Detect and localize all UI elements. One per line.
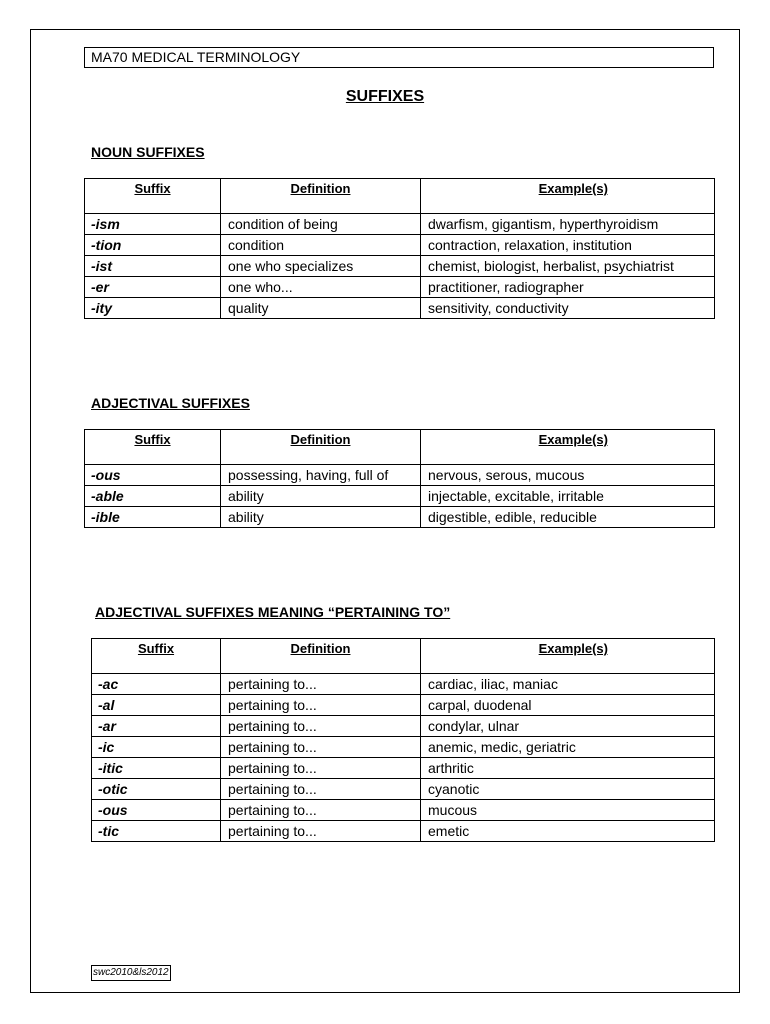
table-row <box>92 800 715 821</box>
course-title: MA70 MEDICAL TERMINOLOGY <box>84 47 714 68</box>
suffix-cell: -ism <box>85 214 221 235</box>
examples-cell: dwarfism, gigantism, hyperthyroidism <box>421 214 715 235</box>
examples-cell: contraction, relaxation, institution <box>421 235 715 256</box>
page-title: SUFFIXES <box>345 88 425 105</box>
definition-cell: possessing, having, full of <box>221 465 421 486</box>
suffix-cell: -tic <box>92 821 221 842</box>
examples-cell: carpal, duodenal <box>421 695 715 716</box>
definition-cell: pertaining to... <box>221 821 421 842</box>
examples-column-header: Example(s) <box>421 179 715 214</box>
examples-cell: anemic, medic, geriatric <box>421 737 715 758</box>
examples-cell: sensitivity, conductivity <box>421 298 715 319</box>
adjectival-suffixes-heading: ADJECTIVAL SUFFIXES <box>91 395 250 411</box>
examples-cell: cardiac, iliac, maniac <box>421 674 715 695</box>
table-row <box>92 716 715 737</box>
examples-cell: digestible, edible, reducible <box>421 507 715 528</box>
examples-cell: mucous <box>421 800 715 821</box>
table-header-row <box>85 179 715 214</box>
table-header-row <box>85 430 715 465</box>
suffix-cell: -ous <box>92 800 221 821</box>
noun-suffixes-table <box>84 178 715 319</box>
definition-cell: pertaining to... <box>221 800 421 821</box>
examples-cell: injectable, excitable, irritable <box>421 486 715 507</box>
definition-column-header: Definition <box>221 179 421 214</box>
examples-column-header: Example(s) <box>421 639 715 674</box>
pertaining-suffixes-heading: ADJECTIVAL SUFFIXES MEANING “PERTAINING TO” <box>95 604 451 620</box>
examples-column-header: Example(s) <box>421 430 715 465</box>
table-row <box>85 465 715 486</box>
noun-suffixes-heading: NOUN SUFFIXES <box>91 144 205 160</box>
table-row <box>85 235 715 256</box>
definition-cell: pertaining to... <box>221 674 421 695</box>
table-row <box>85 277 715 298</box>
suffix-cell: -tion <box>85 235 221 256</box>
suffix-cell: -able <box>85 486 221 507</box>
definition-cell: pertaining to... <box>221 716 421 737</box>
examples-cell: nervous, serous, mucous <box>421 465 715 486</box>
examples-cell: condylar, ulnar <box>421 716 715 737</box>
definition-cell: one who... <box>221 277 421 298</box>
suffix-cell: -ity <box>85 298 221 319</box>
definition-column-header: Definition <box>221 639 421 674</box>
definition-cell: pertaining to... <box>221 695 421 716</box>
suffix-cell: -ar <box>92 716 221 737</box>
examples-cell: cyanotic <box>421 779 715 800</box>
table-row <box>92 695 715 716</box>
definition-column-header: Definition <box>221 430 421 465</box>
definition-cell: pertaining to... <box>221 758 421 779</box>
table-row <box>85 486 715 507</box>
suffix-cell: -otic <box>92 779 221 800</box>
examples-cell: emetic <box>421 821 715 842</box>
definition-cell: ability <box>221 507 421 528</box>
table-row <box>85 298 715 319</box>
suffix-cell: -ous <box>85 465 221 486</box>
suffix-cell: -ac <box>92 674 221 695</box>
definition-cell: ability <box>221 486 421 507</box>
definition-cell: condition of being <box>221 214 421 235</box>
pertaining-suffixes-table <box>91 638 715 842</box>
suffix-cell: -al <box>92 695 221 716</box>
definition-cell: one who specializes <box>221 256 421 277</box>
table-header-row <box>92 639 715 674</box>
table-row <box>85 214 715 235</box>
definition-cell: condition <box>221 235 421 256</box>
examples-cell: chemist, biologist, herbalist, psychiatrist <box>421 256 715 277</box>
table-row <box>92 758 715 779</box>
examples-cell: practitioner, radiographer <box>421 277 715 298</box>
table-row <box>92 737 715 758</box>
suffix-cell: -ist <box>85 256 221 277</box>
definition-cell: pertaining to... <box>221 779 421 800</box>
table-row <box>92 821 715 842</box>
suffix-cell: -ic <box>92 737 221 758</box>
table-row <box>92 779 715 800</box>
suffix-column-header: Suffix <box>92 639 221 674</box>
definition-cell: quality <box>221 298 421 319</box>
table-row <box>85 507 715 528</box>
suffix-cell: -ible <box>85 507 221 528</box>
table-row <box>92 674 715 695</box>
suffix-cell: -er <box>85 277 221 298</box>
suffix-column-header: Suffix <box>85 430 221 465</box>
suffix-cell: -itic <box>92 758 221 779</box>
adjectival-suffixes-table <box>84 429 715 528</box>
examples-cell: arthritic <box>421 758 715 779</box>
table-row <box>85 256 715 277</box>
definition-cell: pertaining to... <box>221 737 421 758</box>
suffix-column-header: Suffix <box>85 179 221 214</box>
footer-credit: swc2010&ls2012 <box>91 965 171 981</box>
